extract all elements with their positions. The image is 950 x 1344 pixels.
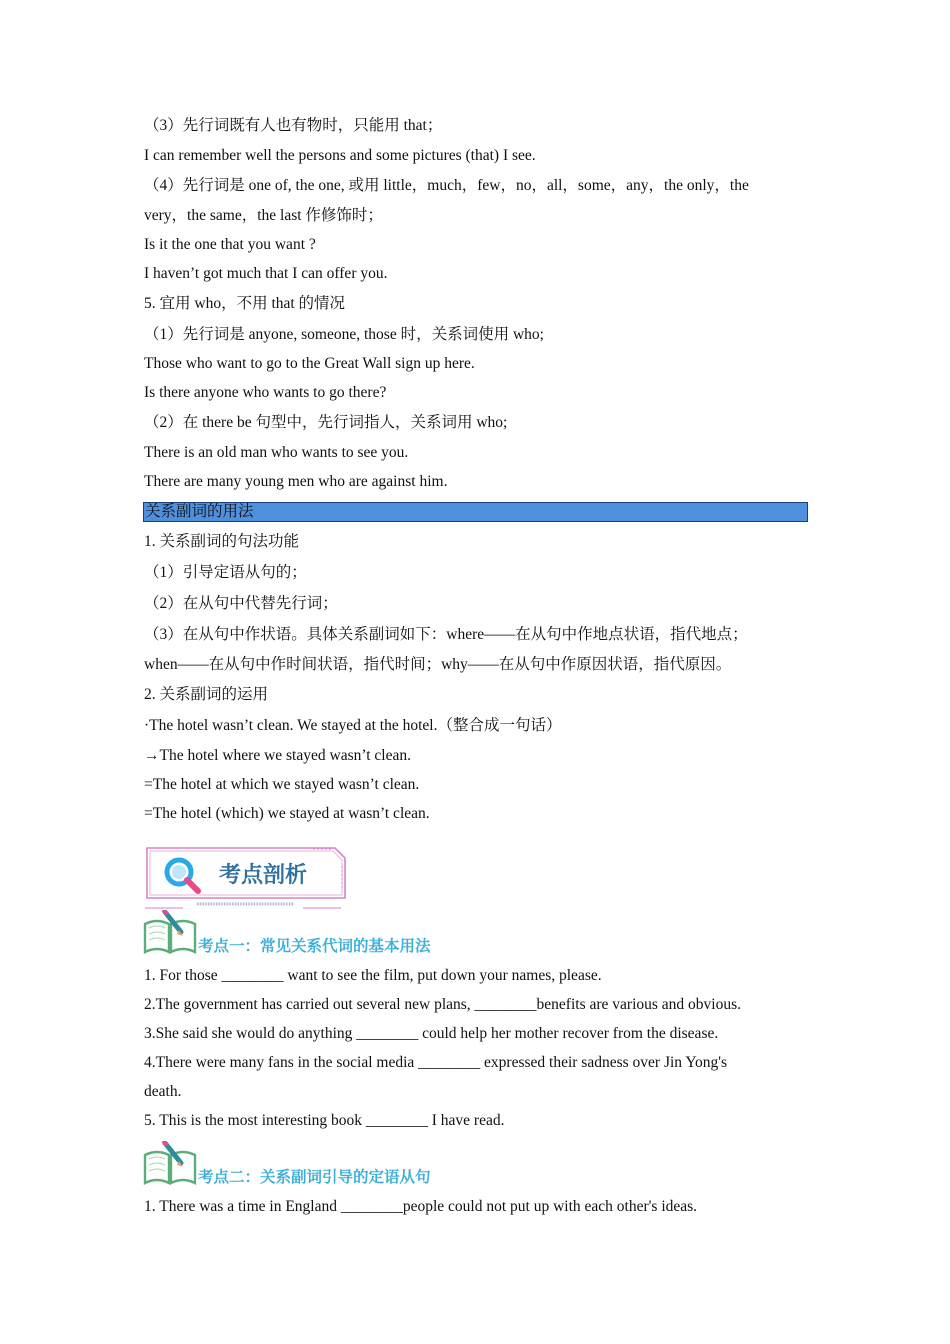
text-line: I can remember well the persons and some pictures (that) I see. <box>144 147 536 164</box>
text-line: Is there anyone who wants to go there? <box>144 384 387 401</box>
open-book-pencil-icon <box>143 1141 197 1192</box>
exercise-item: 1. For those ________ want to see the film, put down your names, please. <box>144 967 602 984</box>
text-line: There are many young men who are against him. <box>144 473 448 490</box>
kaodian-title: 考点一：常见关系代词的基本用法 <box>198 937 431 955</box>
text-line: （2）在从句中代替先行词； <box>144 595 338 612</box>
exercise-item: 5. This is the most interesting book ________ I have read. <box>144 1112 505 1129</box>
exercise-item: 4.There were many fans in the social media ________ expressed their sadness over Jin Yong's <box>144 1054 728 1071</box>
text-line: =The hotel at which we stayed wasn’t clean. <box>144 776 420 793</box>
text-line: （3）在从句中作状语。具体关系副词如下：where——在从句中作地点状语，指代地点； <box>144 626 748 643</box>
text-line: （2）在 there be 句型中，先行词指人，关系词用 who; <box>144 414 508 431</box>
exercise-item: death. <box>144 1083 182 1100</box>
kaodian-title: 考点二：关系副词引导的定语从句 <box>198 1168 431 1186</box>
search-icon <box>163 856 203 896</box>
banner-label: 考点剖析 <box>219 863 308 888</box>
kaodian-pouxi-banner <box>143 846 349 910</box>
text-line: Is it the one that you want ? <box>144 236 316 253</box>
text-line: =The hotel (which) we stayed at wasn’t clean. <box>144 805 430 822</box>
text-line: There is an old man who wants to see you. <box>144 444 409 461</box>
text-line: 2. 关系副词的运用 <box>144 686 269 703</box>
text-line: （1）引导定语从句的； <box>144 564 307 581</box>
text-line: Those who want to go to the Great Wall sign up here. <box>144 355 475 372</box>
text-line: I haven’t got much that I can offer you. <box>144 265 388 282</box>
section-heading-bar: 关系副词的用法 <box>143 502 808 522</box>
text-line: （1）先行词是 anyone, someone, those 时，关系词使用 who; <box>144 326 544 343</box>
text-line: （3）先行词既有人也有物时，只能用 that； <box>144 117 443 134</box>
text-line: very，the same，the last 作修饰时； <box>144 207 383 224</box>
open-book-pencil-icon <box>143 910 197 961</box>
kaodian-heading-1 <box>143 910 543 956</box>
text-line: （4）先行词是 one of, the one, 或用 little，much，few，no，all，some，any，the only，the <box>144 177 749 194</box>
exercise-item: 1. There was a time in England ________people could not put up with each other's ideas. <box>144 1198 698 1215</box>
text-line: →The hotel where we stayed wasn’t clean. <box>144 747 411 764</box>
exercise-item: 2.The government has carried out several new plans, ________benefits are various and obvious. <box>144 996 742 1013</box>
text-line: 5. 宜用 who，不用 that 的情况 <box>144 295 346 312</box>
kaodian-heading-2 <box>143 1141 543 1187</box>
text-line: when——在从句中作时间状语，指代时间；why——在从句中作原因状语，指代原因。 <box>144 656 732 673</box>
text-line: 1. 关系副词的句法功能 <box>144 533 300 550</box>
exercise-item: 3.She said she would do anything ________ could help her mother recover from the disease. <box>144 1025 719 1042</box>
text-line: ·The hotel wasn’t clean. We stayed at the hotel.（整合成一句话） <box>144 717 562 734</box>
